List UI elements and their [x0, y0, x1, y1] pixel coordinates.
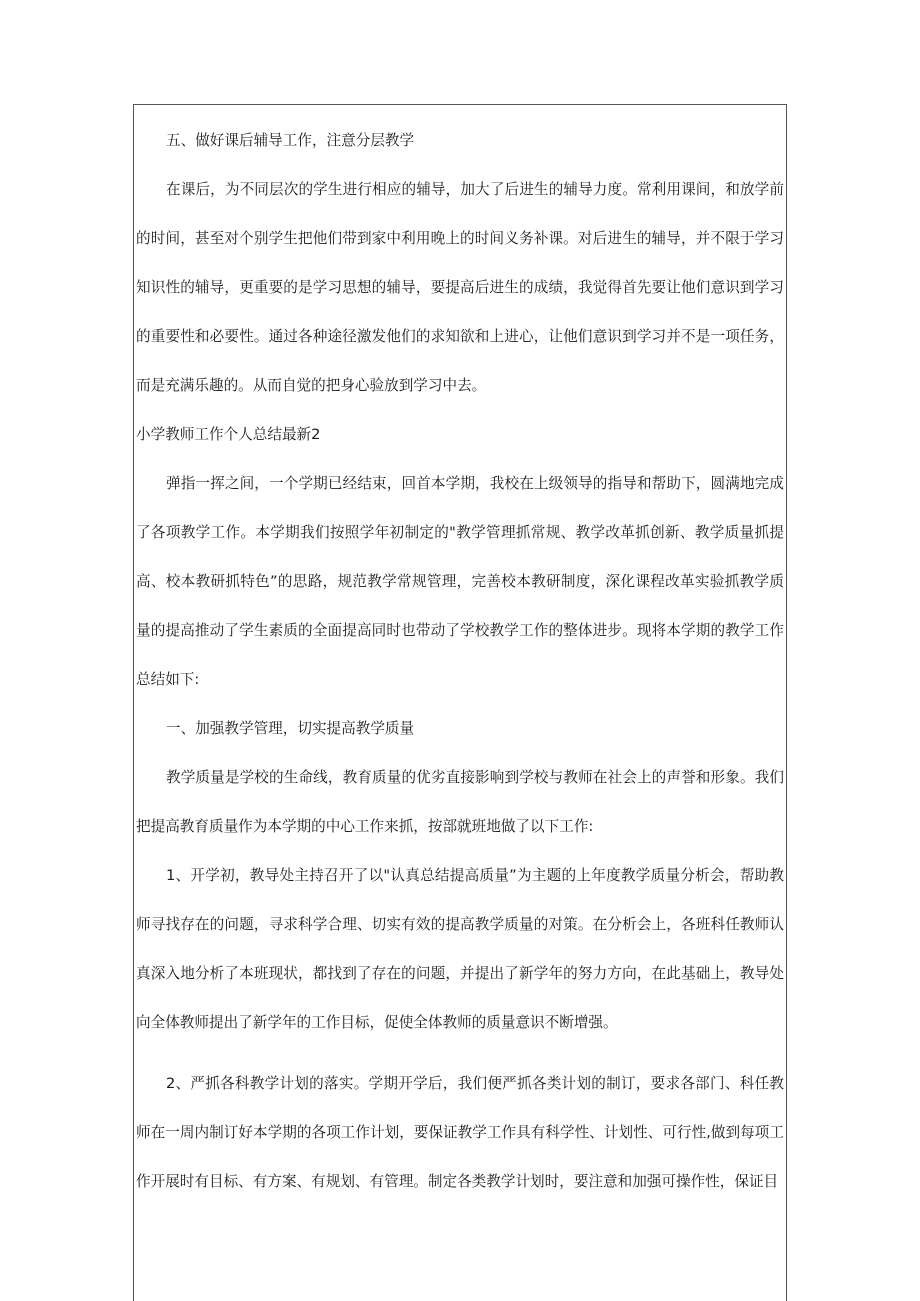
list-item-1: 1、开学初，教导处主持召开了以"认真总结提高质量”为主题的上年度教学质量分析会，帮助教师寻找存在的问题，寻求科学合理、切实有效的提高教学质量的对策。在分析会上，各班科任教师认真深入地分析了本班现状，都找到了存在的问题，并提出了新学年的努力方向，在此基础上，教导处向全体教师提出了新学年的工作目标，促使全体教师的质量意识不断增强。: [136, 867, 784, 1031]
document-body: [136, 116, 784, 1206]
paragraph-teaching-quality: 教学质量是学校的生命线，教育质量的优劣直接影响到学校与教师在社会上的声誉和形象。我们把提高教育质量作为本学期的中心工作来抓，按部就班地做了以下工作:: [136, 769, 784, 835]
paragraph-after-class-tutoring: 在课后，为不同层次的学生进行相应的辅导，加大了后进生的辅导力度。常利用课间，和放学前的时间，甚至对个别学生把他们带到家中利用晚上的时间义务补课。对后进生的辅导，并不限于学习知识性的辅导，更重要的是学习思想的辅导，要提高后进生的成绩，我觉得首先要让他们意识到学习的重要性和必要性。通过各种途径激发他们的求知欲和上进心，让他们意识到学习并不是一项任务，而是充满乐趣的。从而自觉的把身心验放到学习中去。: [136, 181, 784, 394]
paragraph-semester-summary: 弹指一挥之间，一个学期已经结束，回首本学期，我校在上级领导的指导和帮助下，圆满地完成了各项教学工作。本学期我们按照学年初制定的"教学管理抓常规、教学改革抓创新、教学质量抓提高、校本教研抓特色”的思路，规范教学常规管理，完善校本教研制度，深化课程改革实验抓教学质量的提高推动了学生素质的全面提高同时也带动了学校教学工作的整体进步。现将本学期的教学工作总结如下:: [136, 475, 784, 688]
section-heading-five: 五、做好课后辅导工作，注意分层教学: [166, 132, 415, 149]
section-heading-one: 一、加强教学管理，切实提高教学质量: [166, 720, 415, 737]
list-item-2: 2、严抓各科教学计划的落实。学期开学后，我们便严抓各类计划的制订，要求各部门、科任教师在一周内制订好本学期的各项工作计划，要保证教学工作具有科学性、计划性、可行性,做到每项工作开展时有目标、有方案、有规划、有管理。制定各类教学计划时，要注意和加强可操作性，保证目: [136, 1075, 784, 1190]
document-title: 小学教师工作个人总结最新2: [136, 426, 321, 443]
